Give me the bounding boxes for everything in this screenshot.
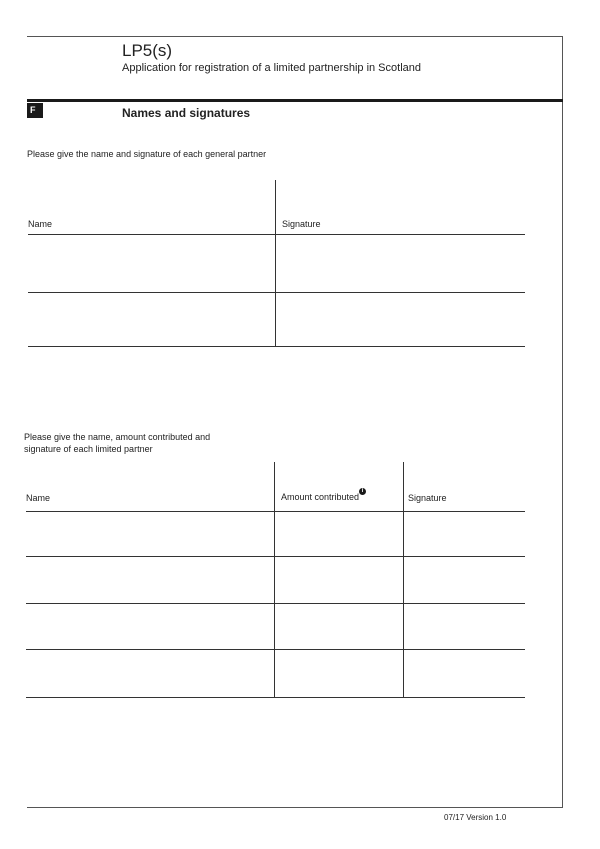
gp-column-divider <box>275 180 276 347</box>
limited-partner-instruction: Please give the name, amount contributed and signature of each limited partner <box>24 432 211 454</box>
lp-name-column-header: Name <box>26 493 51 503</box>
lp-row-3-name-field[interactable] <box>26 604 273 648</box>
gp-row-1-name-field[interactable] <box>28 235 274 291</box>
lp-row-4-name-field[interactable] <box>26 650 273 697</box>
lp-column-divider-1 <box>274 462 275 698</box>
gp-row-2-signature-field[interactable] <box>277 293 525 346</box>
lp-column-divider-2 <box>403 462 404 698</box>
section-divider <box>27 99 563 102</box>
form-code: LP5(s) <box>122 41 173 60</box>
general-partner-instruction: Please give the name and signature of each general partner <box>27 149 267 159</box>
form-title: Application for registration of a limited partnership in Scotland <box>122 62 421 74</box>
lp-row-1-signature-field[interactable] <box>405 512 525 555</box>
section-letter-badge: F <box>27 103 43 118</box>
top-rule <box>27 36 563 37</box>
gp-row-2-rule <box>28 346 525 347</box>
lp-row-3-signature-field[interactable] <box>405 604 525 648</box>
lp-amount-column-header: Amount contributed <box>281 492 360 502</box>
gp-row-2-name-field[interactable] <box>28 293 274 346</box>
version-label: 07/17 Version 1.0 <box>444 813 507 822</box>
bottom-rule <box>27 807 563 808</box>
lp-row-2-amount-field[interactable] <box>276 557 402 602</box>
gp-name-column-header: Name <box>28 219 53 229</box>
lp-row-4-amount-field[interactable] <box>276 650 402 697</box>
right-margin-rule <box>562 36 563 808</box>
lp-row-2-signature-field[interactable] <box>405 557 525 602</box>
lp-row-2-name-field[interactable] <box>26 557 273 602</box>
lp-row-4-signature-field[interactable] <box>405 650 525 697</box>
lp-signature-column-header: Signature <box>408 493 447 503</box>
lp-row-1-name-field[interactable] <box>26 512 273 555</box>
section-title: Names and signatures <box>122 106 251 120</box>
gp-row-1-signature-field[interactable] <box>277 235 525 291</box>
lp-row-3-amount-field[interactable] <box>276 604 402 648</box>
info-icon[interactable]: i <box>359 488 366 495</box>
lp-row-4-rule <box>26 697 525 698</box>
lp-row-1-amount-field[interactable] <box>276 512 402 555</box>
gp-signature-column-header: Signature <box>282 219 321 229</box>
